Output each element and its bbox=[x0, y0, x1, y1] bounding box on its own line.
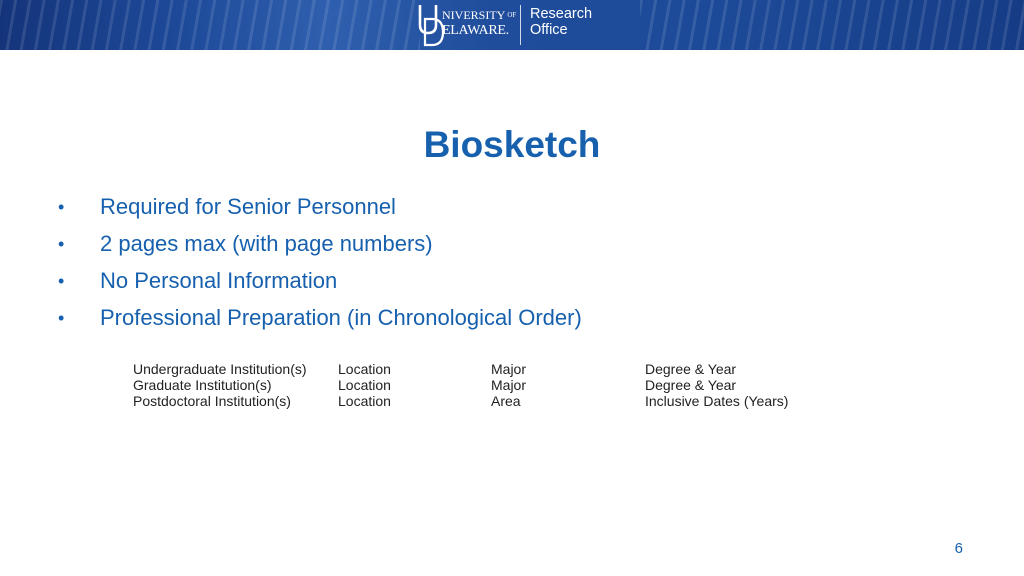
slide-title: Biosketch bbox=[423, 124, 601, 165]
logo-divider bbox=[520, 5, 521, 45]
header-banner bbox=[0, 0, 1024, 50]
logo-university-text: NIVERSITY OF bbox=[442, 8, 517, 22]
bullet-dot-icon: • bbox=[58, 308, 65, 328]
ud-monogram-icon bbox=[418, 3, 444, 47]
table-cell: Undergraduate Institution(s) bbox=[133, 361, 307, 377]
table-cell: Degree & Year bbox=[645, 377, 737, 393]
bullet-dot-icon: • bbox=[58, 271, 65, 291]
table-cell: Location bbox=[338, 361, 391, 377]
table-cell: Inclusive Dates (Years) bbox=[645, 393, 789, 409]
header-texture bbox=[0, 0, 420, 50]
university-logo bbox=[418, 3, 608, 47]
table-cell: Graduate Institution(s) bbox=[133, 377, 272, 393]
table-cell: Area bbox=[491, 393, 521, 409]
bullet-dot-icon: • bbox=[58, 234, 65, 254]
bullet-dot-icon: • bbox=[58, 197, 65, 217]
bullet-item: • No Personal Information bbox=[58, 264, 582, 301]
page-number: 6 bbox=[954, 540, 963, 557]
research-office-label: Research Office bbox=[530, 6, 593, 38]
header-texture-right bbox=[640, 0, 1024, 50]
bullet-item: • Professional Preparation (in Chronological Order) bbox=[58, 301, 582, 338]
bullet-item: • Required for Senior Personnel bbox=[58, 190, 582, 227]
bullet-list bbox=[58, 190, 582, 338]
table-cell: Postdoctoral Institution(s) bbox=[133, 393, 291, 409]
table-cell: Major bbox=[491, 377, 527, 393]
table-cell: Location bbox=[338, 377, 391, 393]
table-cell: Major bbox=[491, 361, 527, 377]
table-cell: Location bbox=[338, 393, 391, 409]
bullet-item: • 2 pages max (with page numbers) bbox=[58, 227, 582, 264]
logo-delaware-text: ELAWARE. bbox=[442, 23, 509, 38]
table-cell: Degree & Year bbox=[645, 361, 737, 377]
